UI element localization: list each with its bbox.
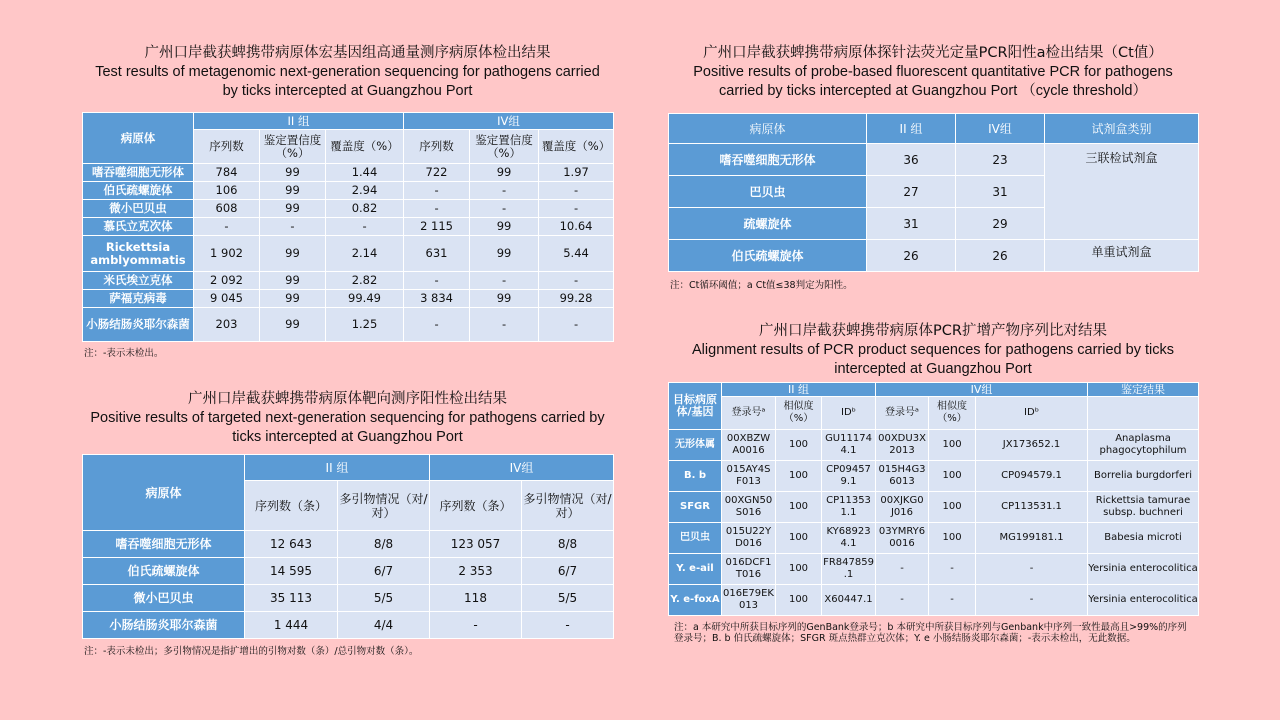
- cell: 6/7: [522, 558, 614, 585]
- cell: 100: [776, 430, 822, 461]
- subheader: 相似度（%）: [929, 397, 976, 430]
- cell: X60447.1: [822, 585, 876, 616]
- subheader: 序列数: [404, 130, 470, 164]
- panel-tngs-title: [80, 390, 615, 447]
- cell: -: [522, 612, 614, 639]
- header-group-4: IV组: [956, 114, 1045, 144]
- cell: 016DCF1 T016: [722, 554, 776, 585]
- cell: -: [194, 218, 260, 236]
- cell: -: [470, 182, 539, 200]
- row-label: 无形体属: [669, 430, 722, 461]
- cell: 100: [776, 492, 822, 523]
- row-label: Y. e-foxA: [669, 585, 722, 616]
- qpcr-note: 注：Ct循环阈值；a Ct值≤38判定为阳性。: [670, 280, 853, 291]
- cell: 99: [470, 218, 539, 236]
- alignment-note: 注：a 本研究中所获目标序列的GenBank登录号；b 本研究中所获目标序列与Genbank中序列一致性最高且>99%的序列登录号；B. b 伯氏疏螺旋体；SFGR 斑点热群立克次体；Y. e 小肠结肠炎耶尔森菌；-表示未检出，无此数据。: [674, 622, 1187, 644]
- table-row: [83, 272, 614, 290]
- title-en: Test results of metagenomic next-generation sequencing for pathogens carried by ticks intercepted at Guangzhou Port: [95, 64, 600, 99]
- header-group-2: II 组: [245, 455, 430, 481]
- cell: 99: [470, 290, 539, 308]
- cell: 26: [956, 240, 1045, 272]
- tngs-note: 注：-表示未检出；多引物情况是指扩增出的引物对数（条）/总引物对数（条）。: [84, 646, 419, 657]
- cell: 100: [776, 523, 822, 554]
- cell: -: [404, 272, 470, 290]
- panel-alignment-title: [666, 322, 1200, 379]
- cell: 3 834: [404, 290, 470, 308]
- cell: 2.82: [326, 272, 404, 290]
- cell: 100: [929, 430, 976, 461]
- table-row: [669, 523, 1199, 554]
- cell: Babesia microti: [1088, 523, 1199, 554]
- cell: 10.64: [539, 218, 614, 236]
- cell: 1 902: [194, 236, 260, 272]
- table-row: [669, 585, 1199, 616]
- cell: 2.14: [326, 236, 404, 272]
- row-label: 米氏埃立克体: [83, 272, 194, 290]
- cell: 36: [867, 144, 956, 176]
- cell: Yersinia enterocolitica: [1088, 554, 1199, 585]
- cell: -: [876, 554, 929, 585]
- cell: 99: [260, 308, 326, 342]
- cell: 00XGN50 S016: [722, 492, 776, 523]
- cell: 99: [260, 236, 326, 272]
- table-row: [669, 430, 1199, 461]
- cell: 100: [929, 492, 976, 523]
- table-row: [83, 290, 614, 308]
- cell: 99: [260, 200, 326, 218]
- table-row: [83, 164, 614, 182]
- cell: 5/5: [522, 585, 614, 612]
- table-row: [669, 554, 1199, 585]
- cell: 2 115: [404, 218, 470, 236]
- cell: 35 113: [245, 585, 338, 612]
- cell: 100: [929, 461, 976, 492]
- cell: 1.97: [539, 164, 614, 182]
- cell: 03YMRY6 0016: [876, 523, 929, 554]
- cell: 6/7: [338, 558, 430, 585]
- cell: -: [404, 182, 470, 200]
- cell: -: [470, 200, 539, 218]
- cell: -: [539, 182, 614, 200]
- cell: Borrelia burgdorferi: [1088, 461, 1199, 492]
- row-label: 嗜吞噬细胞无形体: [83, 164, 194, 182]
- cell: 4/4: [338, 612, 430, 639]
- cell: 100: [776, 554, 822, 585]
- cell: JX173652.1: [976, 430, 1088, 461]
- title-cn: 广州口岸截获蜱携带病原体靶向测序阳性检出结果: [188, 391, 507, 407]
- tngs-table: [82, 454, 614, 639]
- row-label: Y. e-ail: [669, 554, 722, 585]
- table-row: [669, 492, 1199, 523]
- cell: 00XBZW A0016: [722, 430, 776, 461]
- cell: 015AY4S F013: [722, 461, 776, 492]
- row-label: 嗜吞噬细胞无形体: [83, 531, 245, 558]
- cell: -: [539, 272, 614, 290]
- cell: Anaplasma phagocytophilum: [1088, 430, 1199, 461]
- mngs-note: 注：-表示未检出。: [84, 348, 164, 359]
- cell: 14 595: [245, 558, 338, 585]
- cell: -: [539, 200, 614, 218]
- cell: 5.44: [539, 236, 614, 272]
- title-en: Positive results of probe-based fluorescent quantitative PCR for pathogens carried by ticks intercepted at Guangzhou Port （cycle threshold）: [693, 64, 1173, 99]
- cell: 118: [430, 585, 522, 612]
- cell: 99: [470, 164, 539, 182]
- cell: 100: [776, 461, 822, 492]
- header-pathogen: 病原体: [669, 114, 867, 144]
- cell: 015U22Y D016: [722, 523, 776, 554]
- cell: 123 057: [430, 531, 522, 558]
- table-row: [83, 236, 614, 272]
- subheader: IDᵇ: [822, 397, 876, 430]
- cell: 31: [956, 176, 1045, 208]
- header-group-4: IV组: [404, 113, 614, 130]
- cell: 784: [194, 164, 260, 182]
- title-cn: 广州口岸截获蜱携带病原体宏基因组高通量测序病原体检出结果: [144, 45, 551, 61]
- table-row: [83, 558, 614, 585]
- subheader: 鉴定置信度（%）: [470, 130, 539, 164]
- header-result: 鉴定结果: [1088, 383, 1199, 397]
- row-label: Rickettsia amblyommatis: [83, 236, 194, 272]
- subheader: 登录号ᵃ: [722, 397, 776, 430]
- cell: -: [404, 200, 470, 218]
- header-pathogen: 病原体: [83, 113, 194, 164]
- header-group-2: II 组: [722, 383, 876, 397]
- cell: 608: [194, 200, 260, 218]
- cell: 015H4G3 6013: [876, 461, 929, 492]
- cell: -: [929, 554, 976, 585]
- table-row: [83, 308, 614, 342]
- cell: 8/8: [522, 531, 614, 558]
- mngs-table: [82, 112, 614, 342]
- cell: 99.49: [326, 290, 404, 308]
- row-label: 巴贝虫: [669, 176, 867, 208]
- subheader: 多引物情况（对/对）: [338, 481, 430, 531]
- cell: 31: [867, 208, 956, 240]
- cell: Rickettsia tamurae subsp. buchneri: [1088, 492, 1199, 523]
- cell: 2.94: [326, 182, 404, 200]
- cell: -: [876, 585, 929, 616]
- cell: 9 045: [194, 290, 260, 308]
- row-label: 萨福克病毒: [83, 290, 194, 308]
- cell: CP113531.1: [976, 492, 1088, 523]
- table-row: [83, 585, 614, 612]
- cell: 1.44: [326, 164, 404, 182]
- subheader: 序列数（条）: [245, 481, 338, 531]
- cell: 99: [260, 164, 326, 182]
- table-row: [83, 200, 614, 218]
- panel-qpcr: [666, 44, 1200, 101]
- cell: 5/5: [338, 585, 430, 612]
- row-label: 疏螺旋体: [669, 208, 867, 240]
- subheader: 鉴定置信度（%）: [260, 130, 326, 164]
- table-row: [669, 144, 1199, 176]
- row-label: 微小巴贝虫: [83, 585, 245, 612]
- cell: 631: [404, 236, 470, 272]
- row-label: 伯氏疏螺旋体: [669, 240, 867, 272]
- panel-alignment: [666, 322, 1200, 379]
- panel-tngs: [80, 390, 615, 447]
- cell: 203: [194, 308, 260, 342]
- table-row: [669, 240, 1199, 272]
- row-label: B. b: [669, 461, 722, 492]
- table-row: [83, 218, 614, 236]
- kit-single: 单重试剂盒: [1045, 240, 1199, 272]
- cell: -: [326, 218, 404, 236]
- cell: CP09457 9.1: [822, 461, 876, 492]
- subheader: 序列数（条）: [430, 481, 522, 531]
- cell: 99.28: [539, 290, 614, 308]
- cell: CP094579.1: [976, 461, 1088, 492]
- header-target: 目标病原体/基因: [669, 383, 722, 430]
- kit-triple: 三联检试剂盒: [1045, 144, 1199, 240]
- table-row: [669, 461, 1199, 492]
- title-en: Alignment results of PCR product sequences for pathogens carried by ticks intercepted at Guangzhou Port: [692, 342, 1174, 377]
- row-label: 伯氏疏螺旋体: [83, 558, 245, 585]
- title-cn: 广州口岸截获蜱携带病原体探针法荧光定量PCR阳性a检出结果（Ct值）: [703, 45, 1163, 61]
- subheader: 覆盖度（%）: [539, 130, 614, 164]
- cell: -: [470, 272, 539, 290]
- header-pathogen: 病原体: [83, 455, 245, 531]
- header-group-4: IV组: [876, 383, 1088, 397]
- cell: 2 353: [430, 558, 522, 585]
- subheader-empty: [1088, 397, 1199, 430]
- cell: KY68923 4.1: [822, 523, 876, 554]
- header-group-2: II 组: [194, 113, 404, 130]
- cell: 100: [929, 523, 976, 554]
- subheader: 登录号ᵃ: [876, 397, 929, 430]
- cell: -: [470, 308, 539, 342]
- cell: Yersinia enterocolitica: [1088, 585, 1199, 616]
- cell: -: [404, 308, 470, 342]
- cell: -: [260, 218, 326, 236]
- subheader: 多引物情况（对/对）: [522, 481, 614, 531]
- cell: 23: [956, 144, 1045, 176]
- cell: 99: [260, 290, 326, 308]
- alignment-table: [668, 382, 1199, 616]
- cell: 2 092: [194, 272, 260, 290]
- cell: 12 643: [245, 531, 338, 558]
- row-label: 小肠结肠炎耶尔森菌: [83, 612, 245, 639]
- cell: 106: [194, 182, 260, 200]
- table-row: [83, 531, 614, 558]
- header-kit: 试剂盒类别: [1045, 114, 1199, 144]
- subheader: 覆盖度（%）: [326, 130, 404, 164]
- header-group-4: IV组: [430, 455, 614, 481]
- qpcr-table: [668, 113, 1199, 272]
- subheader: IDᵇ: [976, 397, 1088, 430]
- row-label: SFGR: [669, 492, 722, 523]
- panel-mngs: [80, 44, 615, 101]
- cell: 100: [776, 585, 822, 616]
- cell: 722: [404, 164, 470, 182]
- cell: -: [929, 585, 976, 616]
- header-group-2: II 组: [867, 114, 956, 144]
- cell: 00XDU3X 2013: [876, 430, 929, 461]
- panel-qpcr-title: [666, 44, 1200, 101]
- cell: -: [976, 554, 1088, 585]
- row-label: 微小巴贝虫: [83, 200, 194, 218]
- cell: 016E79EK 013: [722, 585, 776, 616]
- title-cn: 广州口岸截获蜱携带病原体PCR扩增产物序列比对结果: [759, 323, 1107, 339]
- subheader: 相似度（%）: [776, 397, 822, 430]
- title-en: Positive results of targeted next-generation sequencing for pathogens carried by ticks intercepted at Guangzhou Port: [90, 410, 605, 445]
- cell: MG199181.1: [976, 523, 1088, 554]
- cell: CP11353 1.1: [822, 492, 876, 523]
- cell: GU11174 4.1: [822, 430, 876, 461]
- cell: 00XJKG0 J016: [876, 492, 929, 523]
- cell: 99: [260, 182, 326, 200]
- cell: -: [539, 308, 614, 342]
- row-label: 嗜吞噬细胞无形体: [669, 144, 867, 176]
- cell: -: [430, 612, 522, 639]
- cell: 29: [956, 208, 1045, 240]
- subheader: 序列数: [194, 130, 260, 164]
- cell: -: [976, 585, 1088, 616]
- cell: 99: [260, 272, 326, 290]
- cell: 1 444: [245, 612, 338, 639]
- cell: 99: [470, 236, 539, 272]
- cell: FR847859 .1: [822, 554, 876, 585]
- cell: 27: [867, 176, 956, 208]
- row-label: 慕氏立克次体: [83, 218, 194, 236]
- panel-mngs-title: [80, 44, 615, 101]
- cell: 0.82: [326, 200, 404, 218]
- table-row: [83, 182, 614, 200]
- table-row: [83, 612, 614, 639]
- cell: 8/8: [338, 531, 430, 558]
- cell: 1.25: [326, 308, 404, 342]
- row-label: 小肠结肠炎耶尔森菌: [83, 308, 194, 342]
- cell: 26: [867, 240, 956, 272]
- row-label: 伯氏疏螺旋体: [83, 182, 194, 200]
- row-label: 巴贝虫: [669, 523, 722, 554]
